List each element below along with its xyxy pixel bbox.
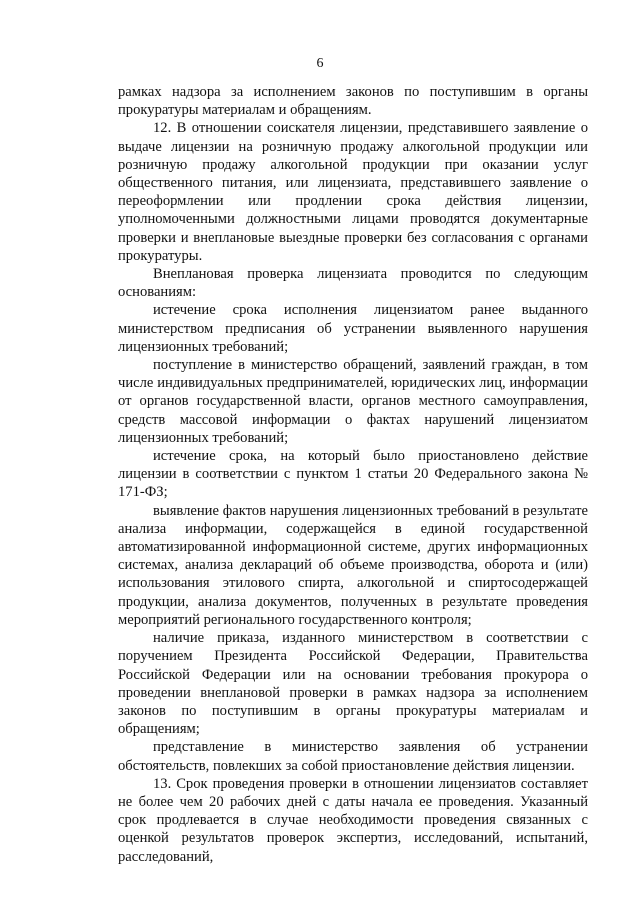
paragraph-ground-order-expiry: истечение срока исполнения лицензиатом ранее выданного министерством предписания об устранении выявленного нарушения лицензионных требований; [118,302,588,355]
paragraph-ground-order-issued: наличие приказа, изданного министерством в соответствии с поручением Президента Российской Федерации, Правительства Российской Федерации или на основании требования прокурора о проведении внеплановой проверки в рамках надзора за исполнением законов по поступившим в органы прокуратуры материалам и обращениям; [118,630,588,738]
paragraph-continuation: рамках надзора за исполнением законов по поступившим в органы прокуратуры материалам и обращениям. [118,84,588,119]
paragraph-item-13: 13. Срок проведения проверки в отношении лицензиатов составляет не более чем 20 рабочих дней с даты начала ее проведения. Указанный срок продлевается в случае необходимости проведения связанных с оценкой результатов проверок экспертиз, исследований, испытаний, расследований, [118,775,588,865]
paragraph-ground-suspension-expiry: истечение срока, на который было приостановлено действие лицензии в соответствии с пунктом 1 статьи 20 Федерального закона № 171-ФЗ; [118,448,588,501]
page-number: 6 [316,56,324,71]
paragraph-item-12: 12. В отношении соискателя лицензии, представившего заявление о выдаче лицензии на розничную продажу алкогольной продукции или розничную продажу алкогольной продукции при оказании услуг общественного питания, или лицензиата, представившего заявление о переоформлении или продлении срока действия лицензии, уполномоченными должностными лицами проводятся документарные проверки и внеплановые выездные проверки без согласования с органами прокуратуры. [118,120,588,264]
paragraph-ground-elimination-statement: представление в министерство заявления об устранении обстоятельств, повлекших за собой приостановление действия лицензии. [118,739,588,774]
paragraph-ground-complaints: поступление в министерство обращений, заявлений граждан, в том числе индивидуальных предпринимателей, юридических лиц, информации от органов государственной власти, органов местного самоуправления, средств массовой информации о фактах нарушений лицензиатом лицензионных требований; [118,357,588,446]
paragraph-ground-violations-detected: выявление фактов нарушения лицензионных требований в результате анализа информации, содержащейся в единой государственной автоматизированной информационной системе, других информационных системах, анализа деклараций об объеме производства, оборота и (или) использования этилового спирта, алкогольной и спиртосодержащей продукции, анализа документов, полученных в результате проведения мероприятий регионального государственного контроля; [118,502,588,628]
paragraph-unplanned-inspection-grounds: Внеплановая проверка лицензиата проводится по следующим основаниям: [118,266,588,301]
document-body [118,83,588,866]
